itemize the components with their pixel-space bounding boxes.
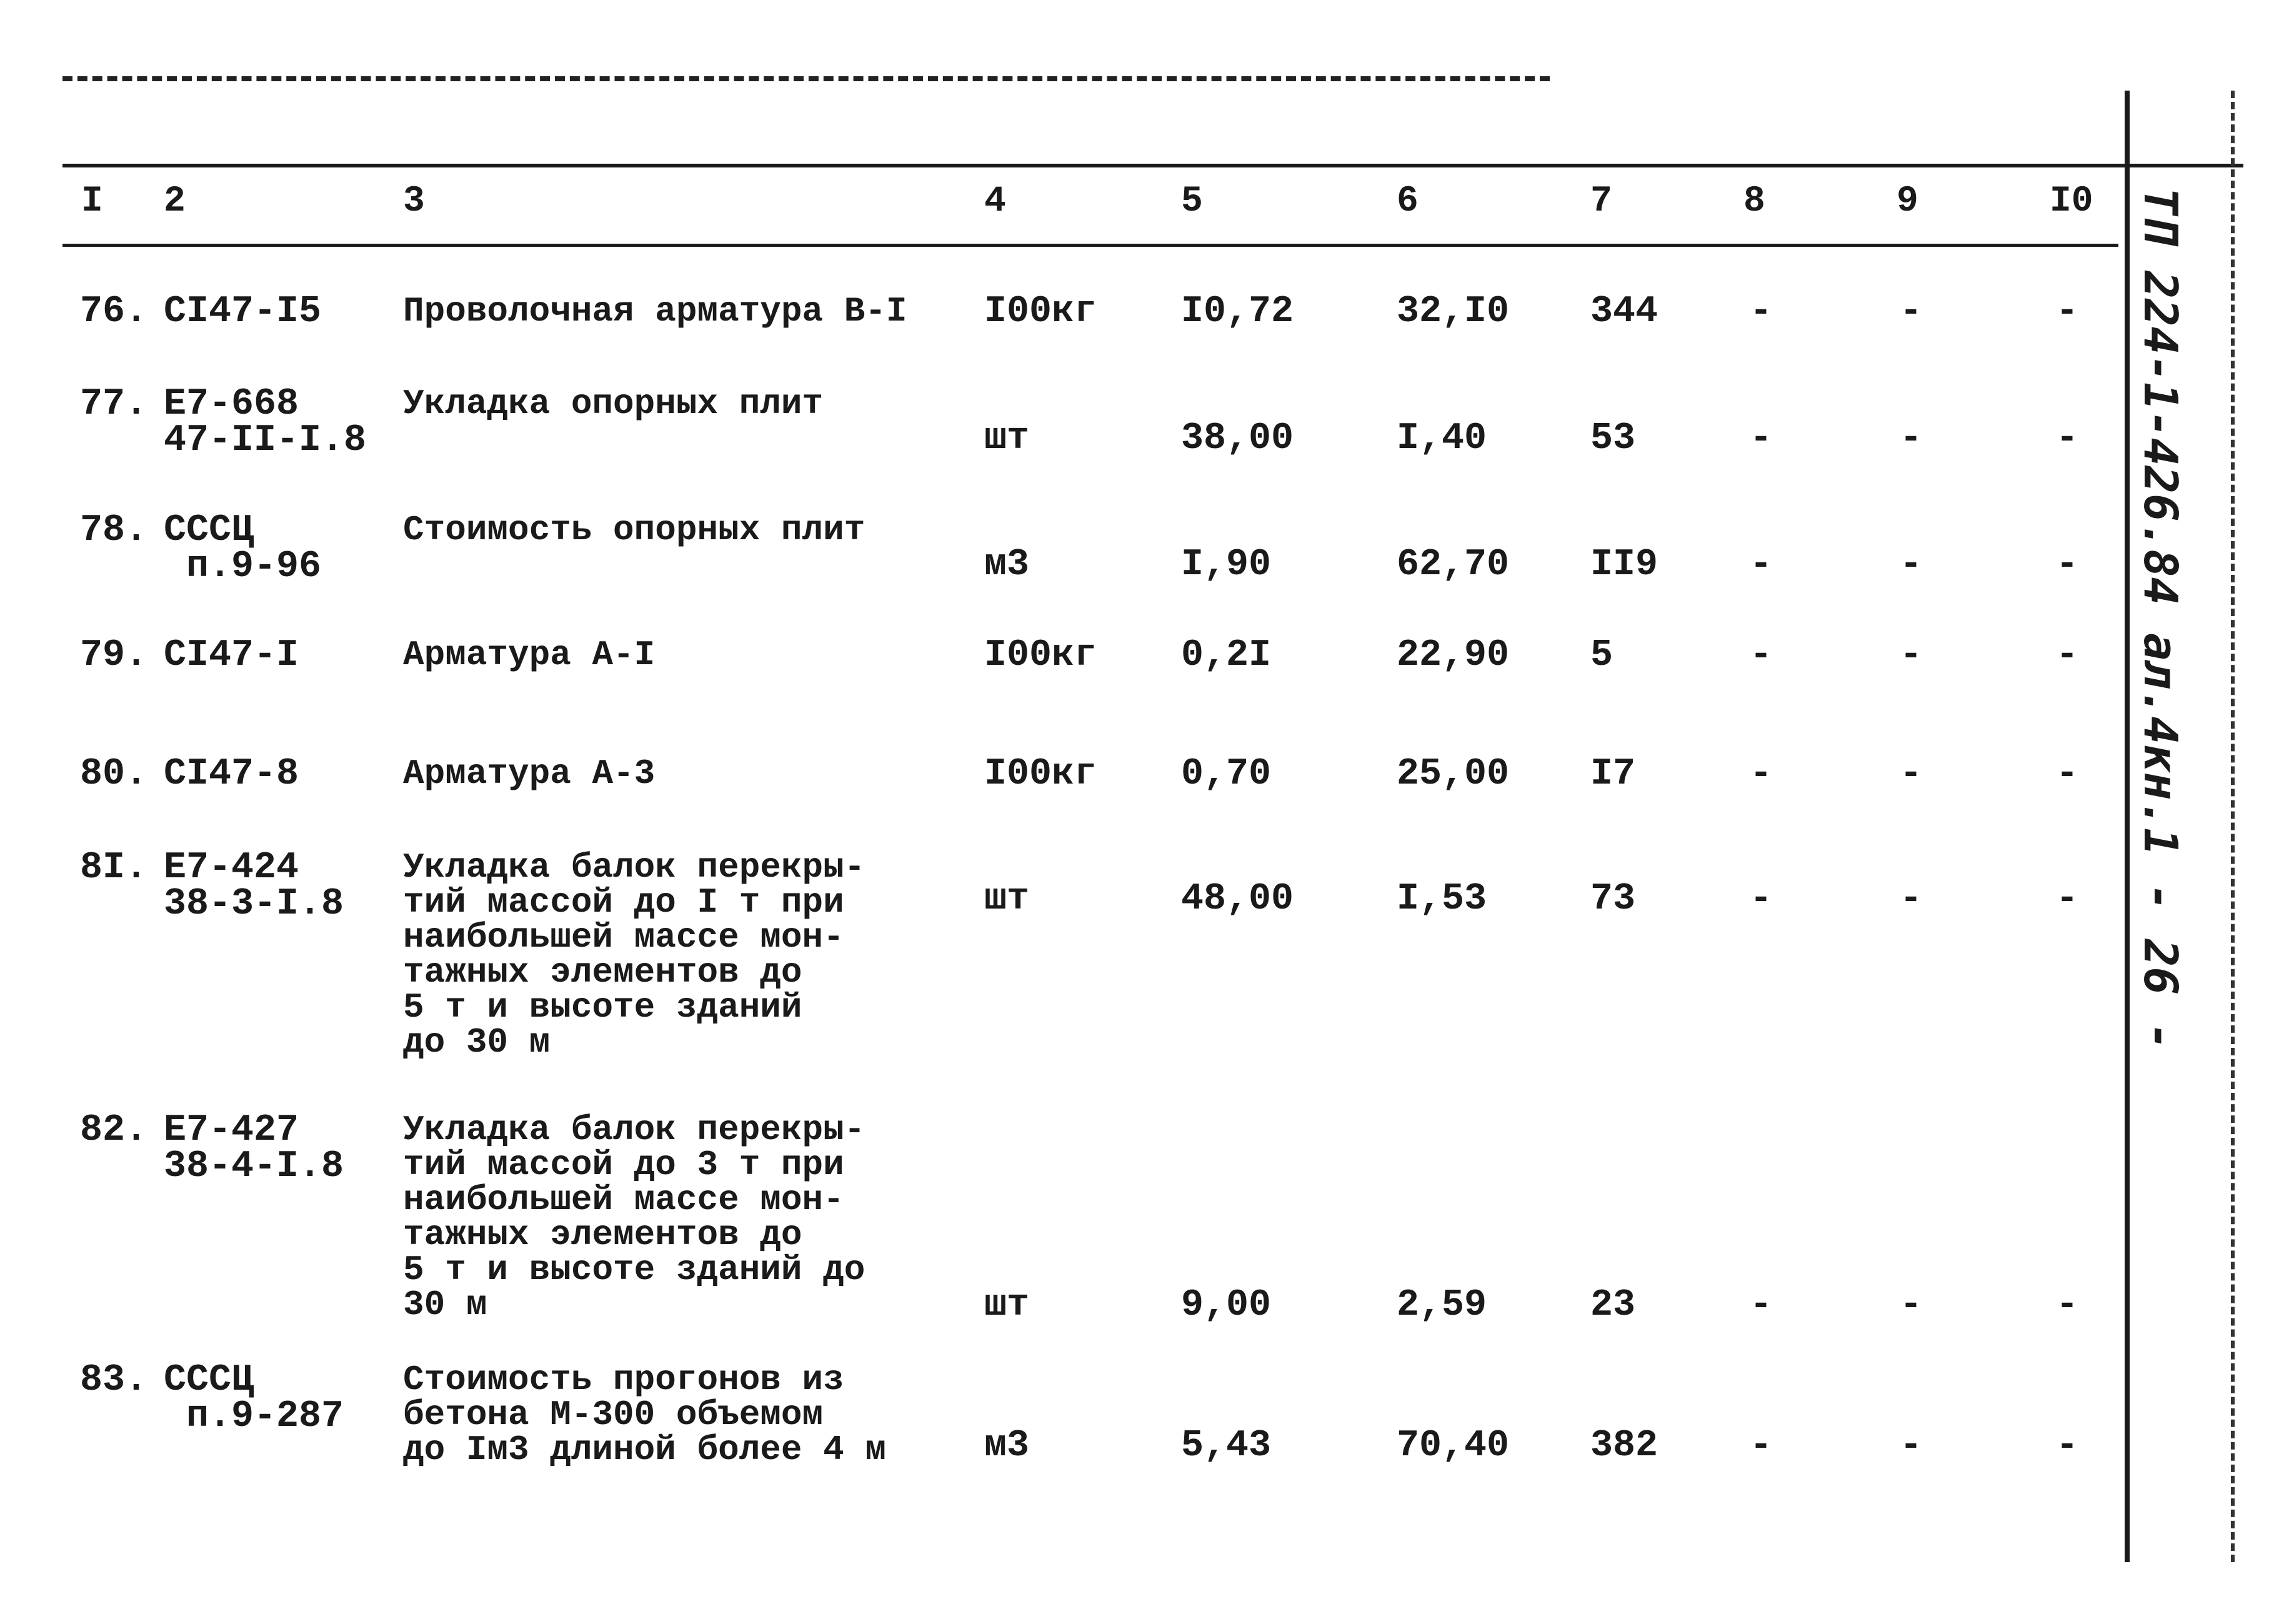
row-col8: - [1750, 634, 1773, 677]
header-col-6: 6 [1397, 181, 1419, 222]
row-total: 73 [1590, 878, 1636, 920]
row-quantity: 9,00 [1181, 1284, 1272, 1327]
row-unit: шт [984, 417, 1030, 460]
header-bottom-rule [62, 244, 2118, 247]
row-col8: - [1750, 753, 1773, 795]
row-number: 8I. [80, 847, 148, 889]
row-quantity: 0,2I [1181, 634, 1272, 677]
row-unit: м3 [984, 1425, 1030, 1467]
row-unit-price: I,40 [1397, 417, 1487, 460]
row-number: 80. [80, 753, 148, 795]
row-description: Укладка опорных плит [403, 384, 824, 424]
row-quantity: 5,43 [1181, 1425, 1272, 1467]
header-col-10: I0 [2050, 181, 2093, 222]
row-quantity: I0,72 [1181, 291, 1294, 333]
row-col8: - [1750, 291, 1773, 333]
header-col-3: 3 [403, 181, 425, 222]
row-description: Укладка балок перекры- тий массой до 3 т при наибольшей массе мон- тажных элементов до 5 т и высоте зданий до 30 м [403, 1110, 865, 1325]
row-unit-price: I,53 [1397, 878, 1487, 920]
row-code: E7-668 47-II-I.8 [164, 383, 367, 462]
row-col10: - [2056, 753, 2079, 795]
row-col8: - [1750, 1284, 1773, 1327]
row-description: Укладка балок перекры- тий массой до I т при наибольшей массе мон- тажных элементов до 5 т и высоте зданий до 30 м [403, 847, 865, 1062]
row-number: 82. [80, 1109, 148, 1152]
row-number: 79. [80, 634, 148, 677]
row-number: 78. [80, 509, 148, 552]
header-col-5: 5 [1181, 181, 1203, 222]
row-unit-price: 70,40 [1397, 1425, 1510, 1467]
row-unit-price: 62,70 [1397, 544, 1510, 586]
header-col-2: 2 [164, 181, 186, 222]
row-unit: м3 [984, 544, 1030, 586]
row-col8: - [1750, 878, 1773, 920]
row-description: Стоимость опорных плит [403, 510, 865, 550]
row-unit: I00кг [984, 753, 1097, 795]
row-code: СССЦ п.9-96 [164, 509, 322, 588]
row-code: CI47-I5 [164, 291, 322, 333]
row-description: Стоимость прогонов из бетона М-300 объемом до Iм3 длиной более 4 м [403, 1360, 886, 1470]
row-quantity: 38,00 [1181, 417, 1294, 460]
row-total: I7 [1590, 753, 1636, 795]
row-col9: - [1900, 417, 1923, 460]
row-code: СССЦ п.9-287 [164, 1359, 344, 1438]
table-header [0, 181, 2125, 231]
row-unit-price: 22,90 [1397, 634, 1510, 677]
row-unit-price: 25,00 [1397, 753, 1510, 795]
row-col9: - [1900, 544, 1923, 586]
row-unit: шт [984, 878, 1030, 920]
row-col10: - [2056, 634, 2079, 677]
header-col-1: I [81, 181, 103, 222]
row-total: 23 [1590, 1284, 1636, 1327]
row-unit: I00кг [984, 634, 1097, 677]
row-unit-price: 2,59 [1397, 1284, 1487, 1327]
right-frame-dashed-line [2231, 91, 2235, 1562]
row-quantity: 48,00 [1181, 878, 1294, 920]
row-total: II9 [1590, 544, 1658, 586]
row-total: 382 [1590, 1425, 1658, 1467]
row-number: 77. [80, 383, 148, 426]
row-col10: - [2056, 291, 2079, 333]
row-description: Арматура А-3 [403, 754, 656, 794]
row-unit-price: 32,I0 [1397, 291, 1510, 333]
top-dashed-rule [62, 76, 1550, 81]
header-col-9: 9 [1897, 181, 1918, 222]
row-code: CI47-I [164, 634, 299, 677]
row-code: CI47-8 [164, 753, 299, 795]
row-quantity: 0,70 [1181, 753, 1272, 795]
row-col8: - [1750, 417, 1773, 460]
row-col9: - [1900, 753, 1923, 795]
row-col8: - [1750, 544, 1773, 586]
row-description: Арматура А-I [403, 635, 656, 675]
row-quantity: I,90 [1181, 544, 1272, 586]
row-col8: - [1750, 1425, 1773, 1467]
row-code: E7-424 38-3-I.8 [164, 847, 344, 925]
row-col10: - [2056, 1425, 2079, 1467]
header-col-8: 8 [1743, 181, 1765, 222]
row-unit: шт [984, 1284, 1030, 1327]
row-col10: - [2056, 417, 2079, 460]
row-col9: - [1900, 291, 1923, 333]
row-col9: - [1900, 634, 1923, 677]
row-total: 5 [1590, 634, 1613, 677]
right-frame-line [2125, 91, 2130, 1562]
row-code: E7-427 38-4-I.8 [164, 1109, 344, 1188]
row-col9: - [1900, 1284, 1923, 1327]
row-unit: I00кг [984, 291, 1097, 333]
row-number: 76. [80, 291, 148, 333]
document-code-stamp: ТП 224-1-426.84 ал.4кн.1 - 26 - [2133, 187, 2187, 1051]
header-col-7: 7 [1590, 181, 1612, 222]
row-description: Проволочная арматура В-I [403, 291, 907, 331]
row-col10: - [2056, 1284, 2079, 1327]
row-col9: - [1900, 1425, 1923, 1467]
row-number: 83. [80, 1359, 148, 1402]
table-top-rule [62, 164, 2243, 167]
row-col9: - [1900, 878, 1923, 920]
row-col10: - [2056, 544, 2079, 586]
row-total: 344 [1590, 291, 1658, 333]
header-col-4: 4 [984, 181, 1006, 222]
row-col10: - [2056, 878, 2079, 920]
row-total: 53 [1590, 417, 1636, 460]
